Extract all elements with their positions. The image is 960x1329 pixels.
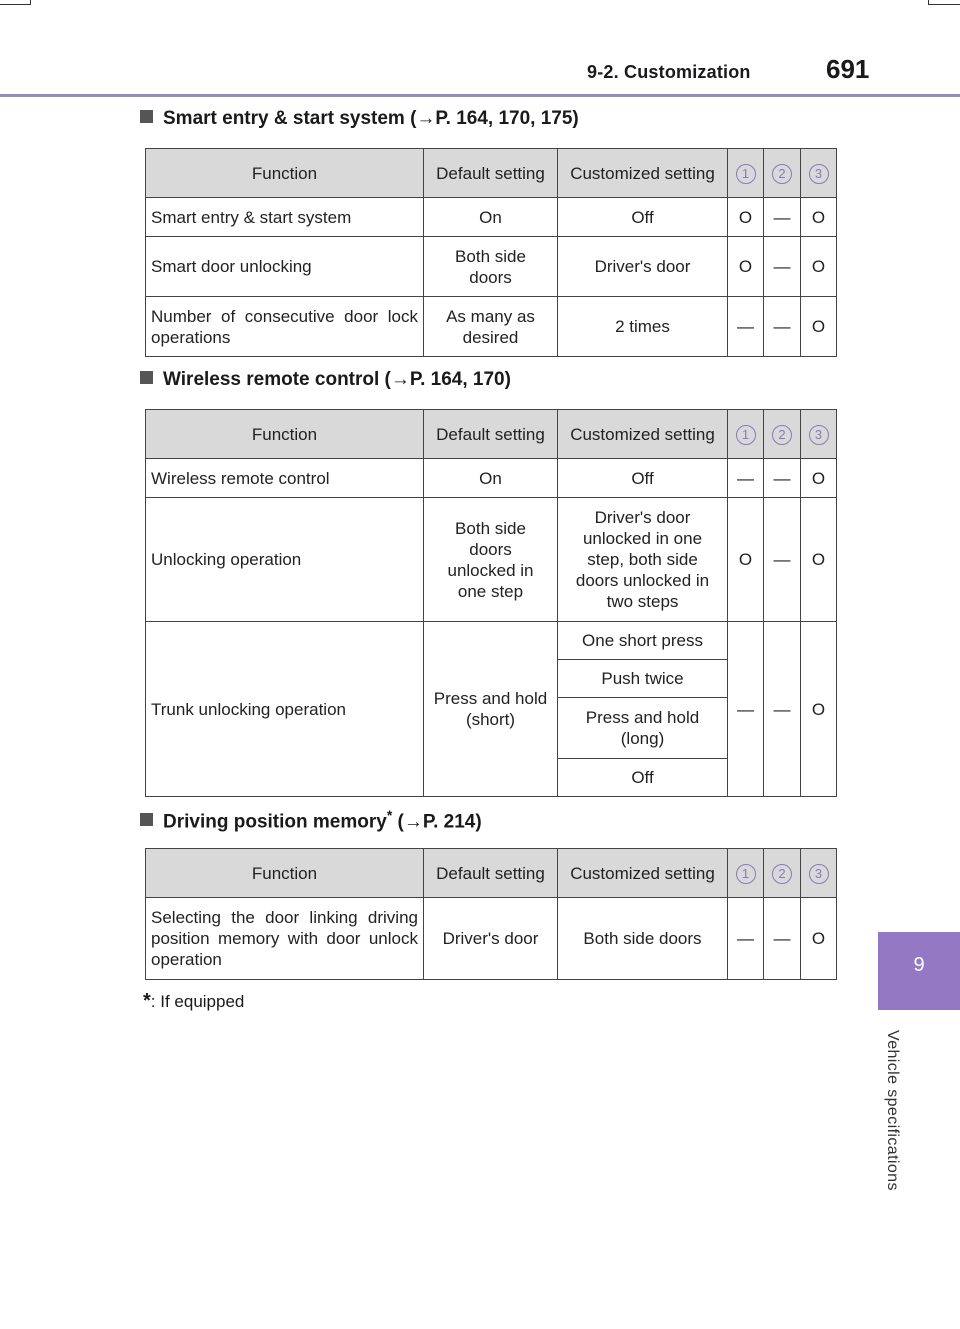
table-header-row (146, 410, 837, 459)
crop-mark (928, 0, 929, 5)
custom-option: Off (631, 768, 654, 787)
footnote: *: If equipped (143, 990, 245, 1012)
col-function: Function (146, 410, 424, 459)
square-bullet-icon (140, 813, 153, 826)
circled-number-1-icon: 1 (736, 164, 756, 184)
smart-entry-table (145, 148, 837, 357)
col-custom: Customized setting (558, 410, 728, 459)
header-rule (0, 94, 960, 97)
table-row: Unlocking operation Both side doors unlocked in one step Driver's door unlocked in one step, both side doors unlocked in two steps O — O (146, 498, 837, 622)
col-custom: Customized setting (558, 849, 728, 898)
chapter-tab: 9 (878, 932, 960, 1010)
col-2 (764, 410, 801, 459)
table-header-row (146, 149, 837, 198)
table-row: Selecting the door linking driving position memory with door unlock operation Driver's door Both side doors — — O (146, 898, 837, 980)
custom-option: Press and hold (long) (558, 698, 727, 759)
table-row: Wireless remote control On Off — — O (146, 459, 837, 498)
crop-mark (0, 4, 30, 5)
col-3 (801, 410, 837, 459)
circled-number-3-icon: 3 (809, 864, 829, 884)
circled-number-1-icon: 1 (736, 425, 756, 445)
crop-mark (928, 4, 960, 5)
custom-option: Push twice (558, 660, 727, 698)
section-title-wireless-remote: Wireless remote control (→P. 164, 170) (140, 369, 511, 391)
square-bullet-icon (140, 371, 153, 384)
col-1 (728, 149, 764, 198)
col-function: Function (146, 149, 424, 198)
table-row: Trunk unlocking operation Press and hold (short) One short press Push twice Press and hold (long) Off — — O (146, 622, 837, 797)
col-default: Default setting (424, 149, 558, 198)
col-function: Function (146, 849, 424, 898)
col-2 (764, 149, 801, 198)
col-custom: Customized setting (558, 149, 728, 198)
section-header: 9-2. Customization (587, 62, 751, 82)
circled-number-2-icon: 2 (772, 164, 792, 184)
circled-number-2-icon: 2 (772, 425, 792, 445)
square-bullet-icon (140, 110, 153, 123)
table-row: Smart entry & start system On Off O — O (146, 198, 837, 237)
page-number: 691 (826, 54, 870, 84)
table-row: Number of consecutive door lock operations As many as desired 2 times — — O (146, 297, 837, 357)
section-title-driving-position: Driving position memory* (→P. 214) (140, 807, 482, 833)
circled-number-3-icon: 3 (809, 425, 829, 445)
col-default: Default setting (424, 410, 558, 459)
col-2 (764, 849, 801, 898)
table-row: Smart door unlocking Both side doors Driver's door O — O (146, 237, 837, 297)
custom-options-cell (558, 622, 728, 797)
crop-mark (30, 0, 31, 5)
chapter-label: Vehicle specifications (884, 1030, 901, 1191)
col-default: Default setting (424, 849, 558, 898)
circled-number-1-icon: 1 (736, 864, 756, 884)
col-1 (728, 410, 764, 459)
table-header-row (146, 849, 837, 898)
col-1 (728, 849, 764, 898)
section-title-smart-entry: Smart entry & start system (→P. 164, 170, 175) (140, 108, 579, 130)
col-3 (801, 849, 837, 898)
custom-option: One short press (558, 622, 727, 660)
driving-position-table (145, 848, 837, 980)
wireless-remote-table (145, 409, 837, 797)
circled-number-2-icon: 2 (772, 864, 792, 884)
col-3 (801, 149, 837, 198)
circled-number-3-icon: 3 (809, 164, 829, 184)
